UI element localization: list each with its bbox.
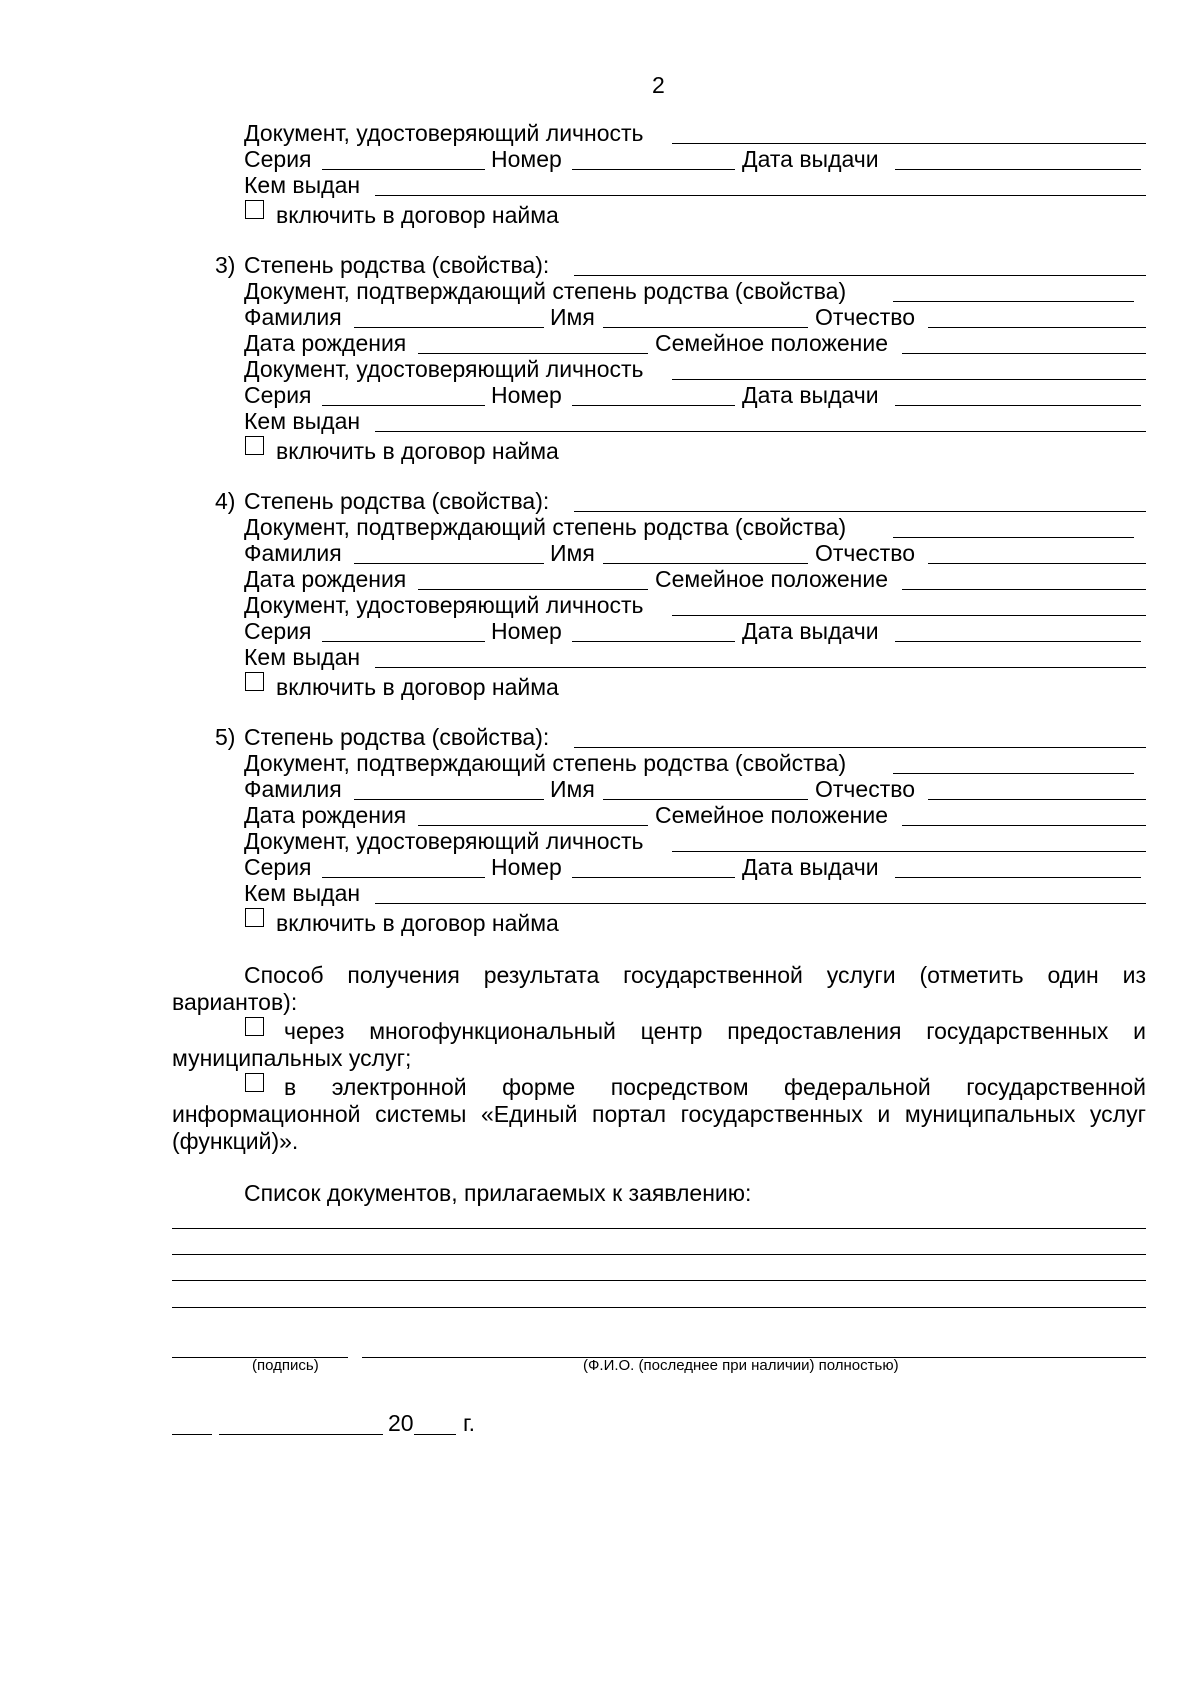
issued-by-field[interactable] xyxy=(375,667,1146,668)
month-field[interactable] xyxy=(219,1434,383,1435)
name-label: Имя xyxy=(550,540,595,566)
patronymic-field[interactable] xyxy=(928,563,1146,564)
relative-number: 4) xyxy=(215,488,236,514)
identity-doc-field[interactable] xyxy=(672,851,1146,852)
relation-doc-field[interactable] xyxy=(893,301,1134,302)
identity-doc-label: Документ, удостоверяющий личность xyxy=(244,828,644,854)
issued-by-label: Кем выдан xyxy=(244,408,361,434)
relation-doc-field[interactable] xyxy=(893,773,1134,774)
documents-list-line[interactable] xyxy=(172,1307,1146,1308)
number-field[interactable] xyxy=(572,877,735,878)
series-field[interactable] xyxy=(322,405,485,406)
identity-doc-field[interactable] xyxy=(672,615,1146,616)
number-label: Номер xyxy=(491,146,562,172)
identity-doc-field[interactable] xyxy=(672,143,1146,144)
issued-by-label: Кем выдан xyxy=(244,880,361,906)
result-method-intro-line1: Способ получения результата государственной услуги (отметить один из xyxy=(244,962,1146,988)
relation-doc-label: Документ, подтверждающий степень родства (свойства) xyxy=(244,514,847,540)
birth-date-label: Дата рождения xyxy=(244,330,407,356)
relation-doc-label: Документ, подтверждающий степень родства (свойства) xyxy=(244,278,847,304)
relation-doc-field[interactable] xyxy=(893,537,1134,538)
surname-label: Фамилия xyxy=(244,540,342,566)
year-suffix: г. xyxy=(463,1410,475,1436)
patronymic-label: Отчество xyxy=(815,304,915,330)
marital-status-field[interactable] xyxy=(902,825,1146,826)
birth-date-label: Дата рождения xyxy=(244,566,407,592)
number-field[interactable] xyxy=(572,169,735,170)
patronymic-field[interactable] xyxy=(928,327,1146,328)
day-field[interactable] xyxy=(172,1434,212,1435)
issued-by-label: Кем выдан xyxy=(244,172,361,198)
number-label: Номер xyxy=(491,618,562,644)
year-field[interactable] xyxy=(414,1434,456,1435)
surname-field[interactable] xyxy=(354,563,544,564)
relation-label: Степень родства (свойства): xyxy=(244,252,550,278)
birth-date-field[interactable] xyxy=(418,825,648,826)
issued-by-field[interactable] xyxy=(375,431,1146,432)
series-label: Серия xyxy=(244,382,312,408)
name-field[interactable] xyxy=(603,799,808,800)
surname-label: Фамилия xyxy=(244,304,342,330)
relation-field[interactable] xyxy=(574,747,1146,748)
birth-date-label: Дата рождения xyxy=(244,802,407,828)
issue-date-field[interactable] xyxy=(895,169,1141,170)
number-field[interactable] xyxy=(572,641,735,642)
mfc-option-line2: муниципальных услуг; xyxy=(172,1045,412,1071)
issue-date-label: Дата выдачи xyxy=(742,146,879,172)
surname-field[interactable] xyxy=(354,799,544,800)
series-field[interactable] xyxy=(322,641,485,642)
electronic-option-line1: в электронной форме посредством федеральной государственной xyxy=(284,1074,1146,1100)
year-prefix: 20 xyxy=(388,1410,414,1436)
relative-number: 3) xyxy=(215,252,236,278)
surname-label: Фамилия xyxy=(244,776,342,802)
identity-doc-label: Документ, удостоверяющий личность xyxy=(244,592,644,618)
issue-date-field[interactable] xyxy=(895,641,1141,642)
electronic-option-line3: (функций)». xyxy=(172,1128,299,1154)
series-label: Серия xyxy=(244,854,312,880)
surname-field[interactable] xyxy=(354,327,544,328)
series-field[interactable] xyxy=(322,169,485,170)
mfc-option-checkbox[interactable] xyxy=(245,1017,264,1036)
result-method-intro-line2: вариантов): xyxy=(172,989,298,1015)
patronymic-label: Отчество xyxy=(815,776,915,802)
documents-list-line[interactable] xyxy=(172,1254,1146,1255)
electronic-option-checkbox[interactable] xyxy=(245,1073,264,1092)
page-number: 2 xyxy=(652,72,665,98)
number-label: Номер xyxy=(491,854,562,880)
include-label: включить в договор найма xyxy=(276,674,559,700)
mfc-option-line1: через многофункциональный центр предоставления государственных и xyxy=(284,1018,1146,1044)
fio-caption: (Ф.И.О. (последнее при наличии) полностью) xyxy=(583,1357,899,1374)
include-checkbox[interactable] xyxy=(245,200,264,219)
relation-doc-label: Документ, подтверждающий степень родства (свойства) xyxy=(244,750,847,776)
relation-field[interactable] xyxy=(574,275,1146,276)
identity-doc-field[interactable] xyxy=(672,379,1146,380)
include-checkbox[interactable] xyxy=(245,436,264,455)
issue-date-label: Дата выдачи xyxy=(742,854,879,880)
name-label: Имя xyxy=(550,304,595,330)
include-checkbox[interactable] xyxy=(245,908,264,927)
documents-list-line[interactable] xyxy=(172,1228,1146,1229)
documents-list-line[interactable] xyxy=(172,1280,1146,1281)
include-label: включить в договор найма xyxy=(276,910,559,936)
relation-label: Степень родства (свойства): xyxy=(244,488,550,514)
relation-label: Степень родства (свойства): xyxy=(244,724,550,750)
marital-status-field[interactable] xyxy=(902,589,1146,590)
birth-date-field[interactable] xyxy=(418,589,648,590)
include-label: включить в договор найма xyxy=(276,202,559,228)
signature-caption: (подпись) xyxy=(252,1357,319,1374)
birth-date-field[interactable] xyxy=(418,353,648,354)
issue-date-label: Дата выдачи xyxy=(742,618,879,644)
identity-doc-label: Документ, удостоверяющий личность xyxy=(244,356,644,382)
name-field[interactable] xyxy=(603,563,808,564)
number-field[interactable] xyxy=(572,405,735,406)
number-label: Номер xyxy=(491,382,562,408)
series-label: Серия xyxy=(244,146,312,172)
issue-date-field[interactable] xyxy=(895,877,1141,878)
documents-list-title: Список документов, прилагаемых к заявлению: xyxy=(244,1180,752,1206)
include-checkbox[interactable] xyxy=(245,672,264,691)
identity-doc-label: Документ, удостоверяющий личность xyxy=(244,120,644,146)
include-label: включить в договор найма xyxy=(276,438,559,464)
issue-date-field[interactable] xyxy=(895,405,1141,406)
issued-by-field[interactable] xyxy=(375,903,1146,904)
electronic-option-line2: информационной системы «Единый портал государственных и муниципальных услуг xyxy=(172,1101,1146,1127)
relation-field[interactable] xyxy=(574,511,1146,512)
name-field[interactable] xyxy=(603,327,808,328)
marital-status-label: Семейное положение xyxy=(655,330,888,356)
name-label: Имя xyxy=(550,776,595,802)
relative-number: 5) xyxy=(215,724,236,750)
series-field[interactable] xyxy=(322,877,485,878)
issue-date-label: Дата выдачи xyxy=(742,382,879,408)
marital-status-label: Семейное положение xyxy=(655,802,888,828)
marital-status-label: Семейное положение xyxy=(655,566,888,592)
patronymic-field[interactable] xyxy=(928,799,1146,800)
marital-status-field[interactable] xyxy=(902,353,1146,354)
series-label: Серия xyxy=(244,618,312,644)
patronymic-label: Отчество xyxy=(815,540,915,566)
issued-by-field[interactable] xyxy=(375,195,1146,196)
issued-by-label: Кем выдан xyxy=(244,644,361,670)
